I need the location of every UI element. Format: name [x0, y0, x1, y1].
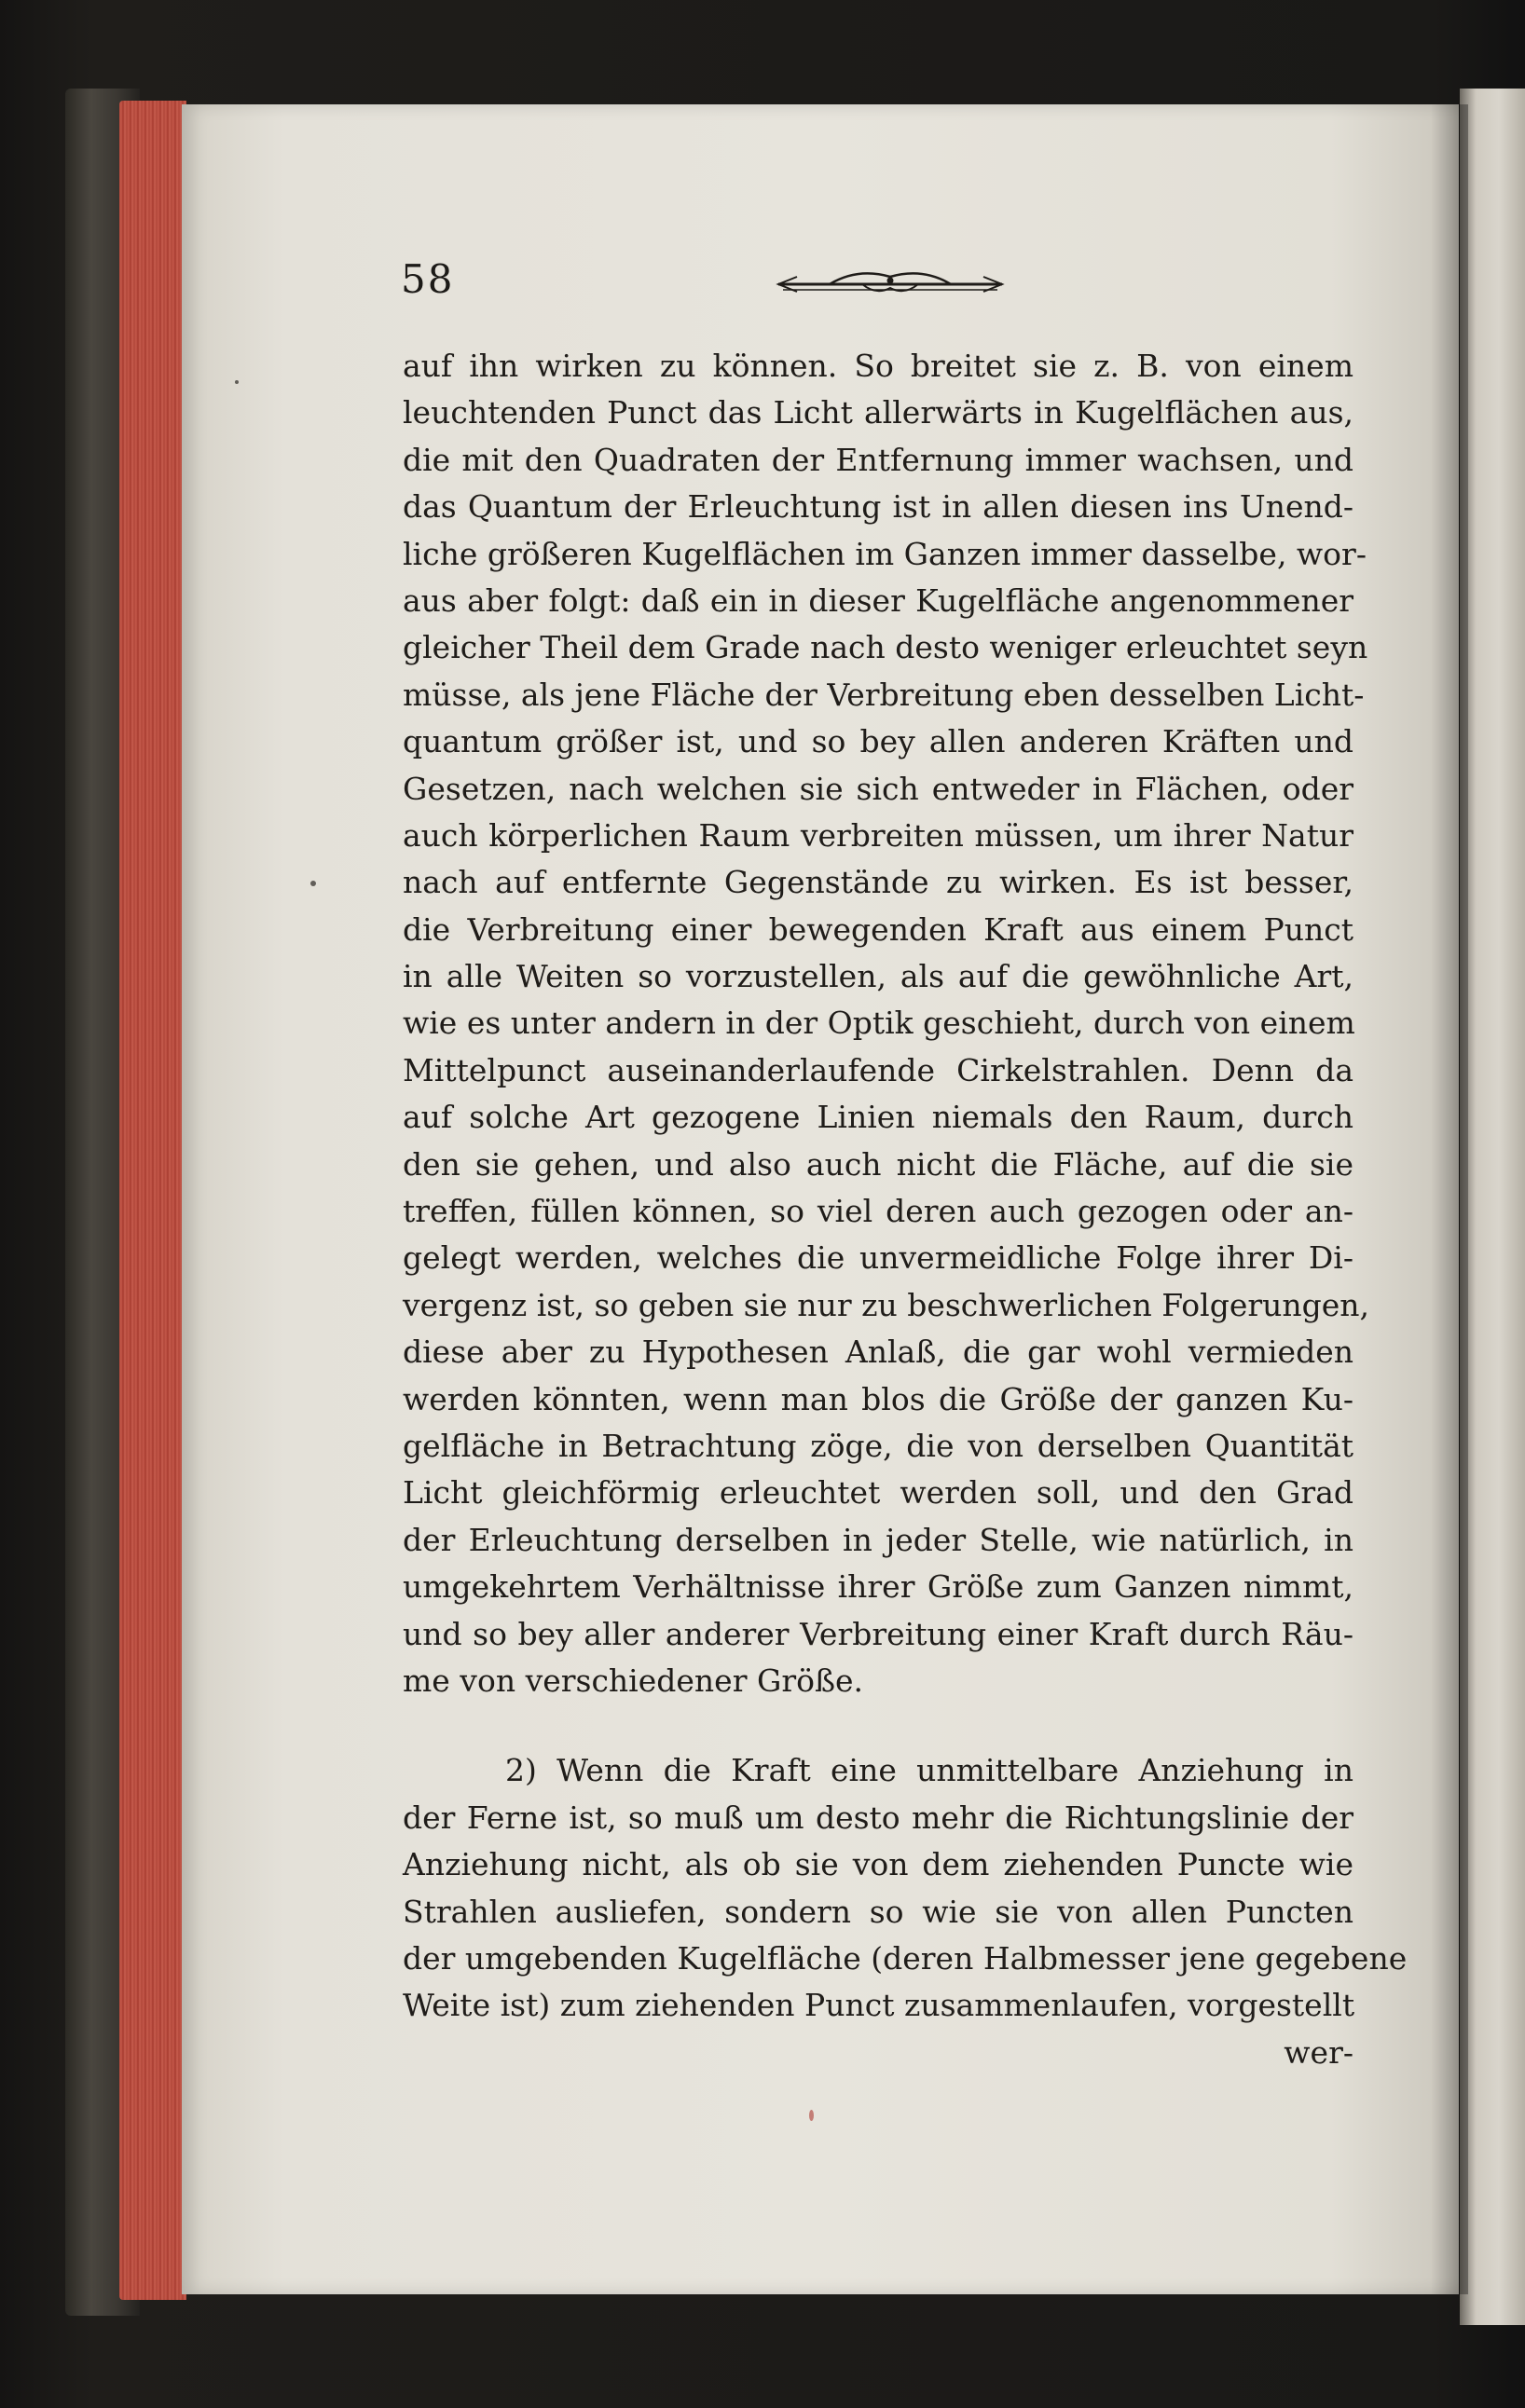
text-line: den sie gehen, und also auch nicht die Fläche, auf die sie	[403, 1145, 1353, 1183]
text-line: gelfläche in Betrachtung zöge, die von derselben Quantität	[403, 1427, 1353, 1464]
text-line: Gesetzen, nach welchen sie sich entweder in Flächen, oder	[403, 770, 1353, 807]
text-line: diese aber zu Hypothesen Anlaß, die gar wohl vermieden	[403, 1334, 1353, 1371]
text-line: aus aber folgt: daß ein in dieser Kugelfläche angenommener	[403, 581, 1353, 619]
catchword: wer-	[1284, 2033, 1353, 2071]
text-line: auch körperlichen Raum verbreiten müssen, um ihrer Natur	[403, 816, 1353, 854]
text-line: der umgebenden Kugelfläche (deren Halbmesser jene gegebene	[403, 1939, 1408, 1977]
text-line: in alle Weiten so vorzustellen, als auf die gewöhnliche Art,	[403, 958, 1353, 995]
text-line: me von verschiedener Größe.	[403, 1662, 864, 1699]
body-text	[403, 343, 1408, 2076]
text-line: treffen, füllen können, so viel deren auch gezogen oder an-	[403, 1193, 1353, 1230]
text-line: Mittelpunct auseinanderlaufende Cirkelstrahlen. Denn da	[403, 1051, 1353, 1088]
text-line: liche größeren Kugelflächen im Ganzen immer dasselbe, wor-	[403, 535, 1367, 572]
text-line: Strahlen ausliefen, sondern so wie sie von allen Puncten	[403, 1893, 1353, 1930]
text-line: müsse, als jene Fläche der Verbreitung eben desselben Licht-	[403, 676, 1365, 713]
text-line: Weite ist) zum ziehenden Punct zusammenlaufen, vorgestellt	[403, 1987, 1355, 2024]
text-line: auf ihn wirken zu können. So breitet sie z. B. von einem	[403, 348, 1353, 384]
ornament-rule-icon	[774, 264, 1007, 301]
page-number: 58	[401, 256, 455, 302]
text-line: umgekehrtem Verhältnisse ihrer Größe zum Ganzen nimmt,	[403, 1568, 1353, 1606]
text-line: gleicher Theil dem Grade nach desto weniger erleuchtet seyn	[403, 629, 1368, 666]
red-page-edges	[119, 101, 186, 2300]
text-line: auf solche Art gezogene Linien niemals den Raum, durch	[403, 1099, 1353, 1136]
text-line: die Verbreitung einer bewegenden Kraft aus einem Punct	[403, 910, 1353, 948]
text-line: vergenz ist, so geben sie nur zu beschwerlichen Folgerungen,	[403, 1286, 1370, 1323]
ink-speck	[235, 380, 239, 384]
text-line: Anziehung nicht, als ob sie von dem ziehenden Puncte wie	[403, 1846, 1353, 1883]
page-header	[401, 256, 1389, 322]
text-line: und so bey aller anderer Verbreitung einer Kraft durch Räu-	[403, 1615, 1353, 1652]
ink-speck	[809, 2110, 814, 2121]
paragraph-gap	[403, 1704, 1353, 1747]
paragraph-2	[403, 1747, 1408, 2076]
text-line: Licht gleichförmig erleuchtet werden soll, und den Grad	[403, 1474, 1353, 1512]
ink-speck	[310, 881, 316, 886]
text-line: die mit den Quadraten der Entfernung immer wachsen, und	[403, 441, 1353, 478]
opposite-page-sliver	[1460, 89, 1525, 2325]
paragraph-1	[403, 343, 1370, 1704]
text-line: das Quantum der Erleuchtung ist in allen diesen ins Unend-	[403, 488, 1353, 526]
text-line: quantum größer ist, und so bey allen anderen Kräften und	[403, 723, 1353, 760]
text-line: der Ferne ist, so muß um desto mehr die Richtungslinie der	[403, 1799, 1353, 1836]
gutter-shadow	[1431, 104, 1468, 2294]
text-line: 2) Wenn die Kraft eine unmittelbare Anziehung in	[505, 1752, 1353, 1789]
text-line: nach auf entfernte Gegenstände zu wirken. Es ist besser,	[403, 864, 1353, 901]
text-line: wie es unter andern in der Optik geschieht, durch von einem	[403, 1005, 1355, 1042]
text-line: gelegt werden, welches die unvermeidliche Folge ihrer Di-	[403, 1239, 1353, 1277]
text-line: leuchtenden Punct das Licht allerwärts in Kugelflächen aus,	[403, 394, 1353, 431]
text-line: der Erleuchtung derselben in jeder Stelle, wie natürlich, in	[403, 1521, 1353, 1558]
text-line: werden könnten, wenn man blos die Größe der ganzen Ku-	[403, 1380, 1353, 1417]
